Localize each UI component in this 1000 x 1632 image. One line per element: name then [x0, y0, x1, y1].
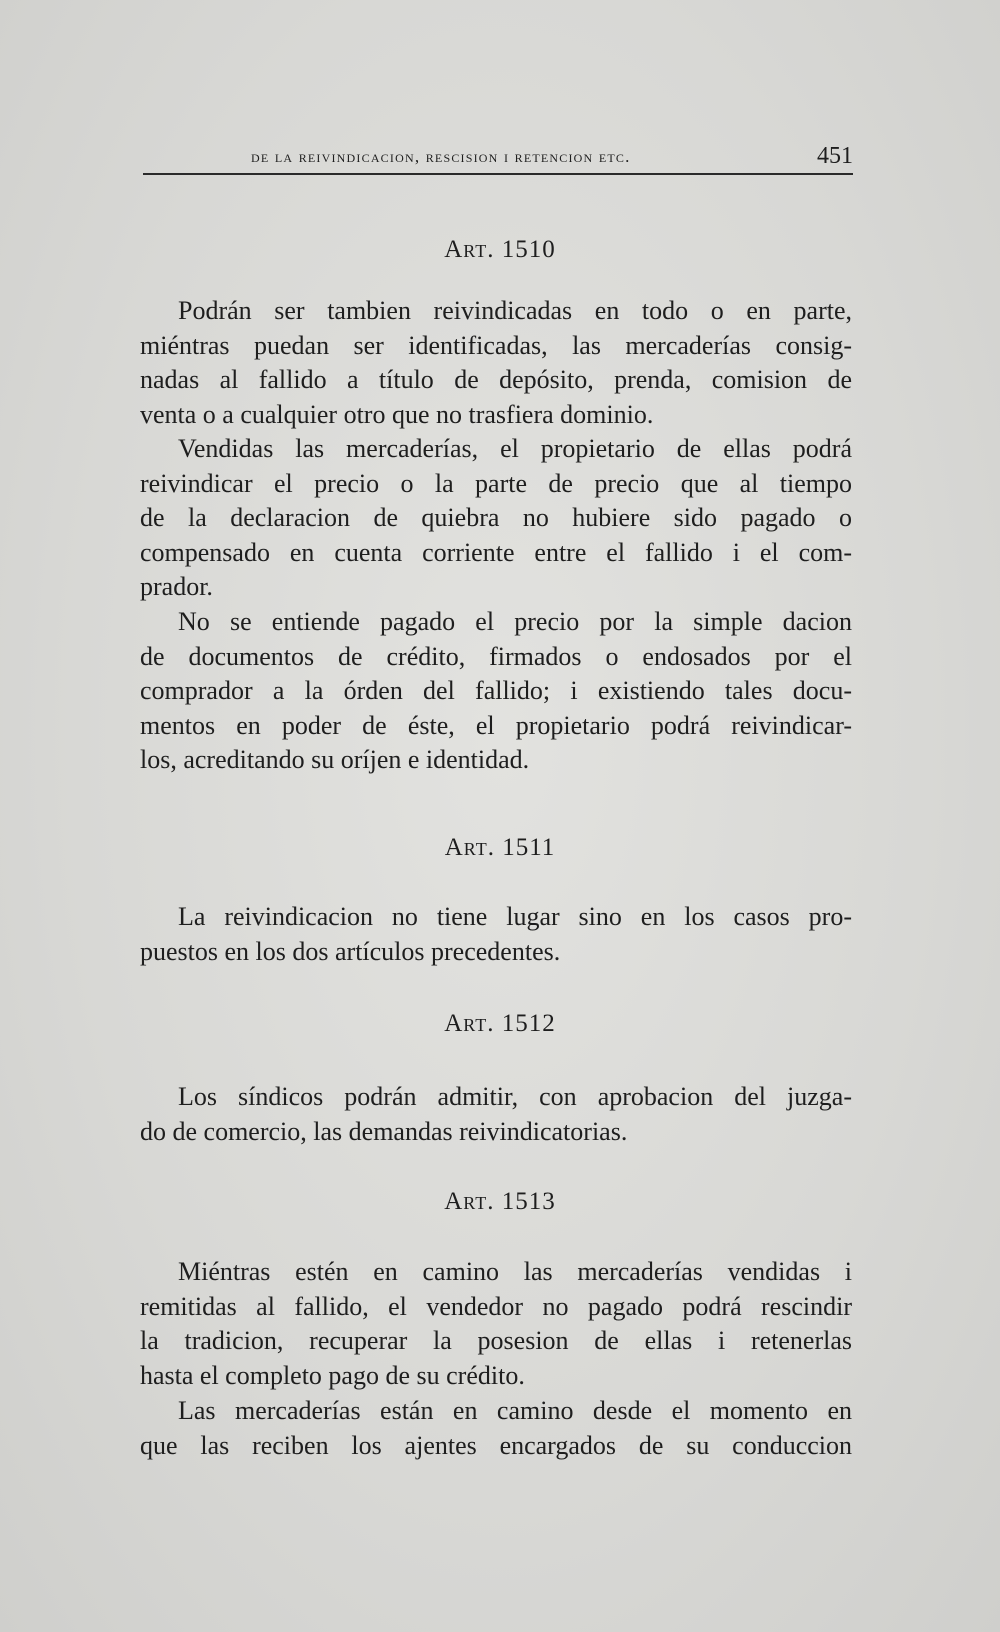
article-1510-paragraph-2 [140, 432, 852, 605]
article-heading-1511 [0, 834, 1000, 862]
article-number: 1513 [501, 1188, 556, 1215]
text-line: de la declaracion de quiebra no hubiere sido pagado o [140, 503, 852, 532]
text-line: Vendidas las mercaderías, el propietario de ellas podrá [178, 434, 852, 463]
text-line: la tradicion, recuperar la posesion de ellas i retenerlas [140, 1326, 852, 1355]
article-number: 1510 [501, 236, 556, 263]
text-line: Los síndicos podrán admitir, con aprobacion del juzga- [178, 1082, 852, 1111]
text-line: Las mercaderías están en camino desde el momento en [178, 1396, 852, 1425]
article-number: 1511 [502, 834, 556, 861]
article-label: Art. [444, 1188, 495, 1215]
text-line: La reivindicacion no tiene lugar sino en los casos pro- [178, 902, 852, 931]
article-heading-1510 [0, 236, 1000, 264]
article-number: 1512 [501, 1010, 556, 1037]
text-line: Miéntras estén en camino las mercaderías vendidas i [178, 1257, 852, 1286]
article-1510-paragraph-1 [140, 294, 852, 432]
page-number: 451 [817, 143, 853, 169]
text-line: mentos en poder de éste, el propietario podrá reivindicar- [140, 710, 852, 740]
text-line: puestos en los dos artículos precedentes. [140, 936, 561, 966]
text-line: comprador a la órden del fallido; i existiendo tales docu- [140, 676, 852, 705]
text-line: que las reciben los ajentes encargados de su conduccion [140, 1430, 852, 1460]
article-heading-1513 [0, 1188, 1000, 1216]
text-line: nadas al fallido a título de depósito, prenda, comision de [140, 365, 852, 394]
text-line: hasta el completo pago de su crédito. [140, 1360, 525, 1390]
text-line: miéntras puedan ser identificadas, las mercaderías consig- [140, 330, 852, 360]
article-1512-paragraph-1 [140, 1080, 852, 1149]
text-line: No se entiende pagado el precio por la simple dacion [178, 607, 852, 636]
text-line: de documentos de crédito, firmados o endosados por el [140, 641, 852, 671]
article-label: Art. [444, 236, 495, 263]
text-line: venta o a cualquier otro que no trasfiera dominio. [140, 399, 654, 429]
text-line: do de comercio, las demandas reivindicatorias. [140, 1116, 628, 1146]
text-line: remitidas al fallido, el vendedor no pagado podrá rescindir [140, 1291, 852, 1321]
article-heading-1512 [0, 1010, 1000, 1038]
running-title: de la reivindicacion, rescision i retencion etc. [251, 147, 631, 166]
article-1513-paragraph-2 [140, 1394, 852, 1463]
article-1510-paragraph-3 [140, 605, 852, 778]
article-label: Art. [444, 1010, 495, 1037]
text-line: Podrán ser tambien reivindicadas en todo o en parte, [178, 296, 852, 325]
text-line: los, acreditando su oríjen e identidad. [140, 745, 530, 774]
article-1513-paragraph-1 [140, 1255, 852, 1393]
article-1511-paragraph-1 [140, 900, 852, 969]
text-line: prador. [140, 572, 213, 601]
text-line: compensado en cuenta corriente entre el fallido i el com- [140, 537, 852, 567]
article-label: Art. [444, 834, 495, 861]
text-line: reivindicar el precio o la parte de precio que al tiempo [140, 468, 852, 498]
running-header [143, 143, 853, 175]
